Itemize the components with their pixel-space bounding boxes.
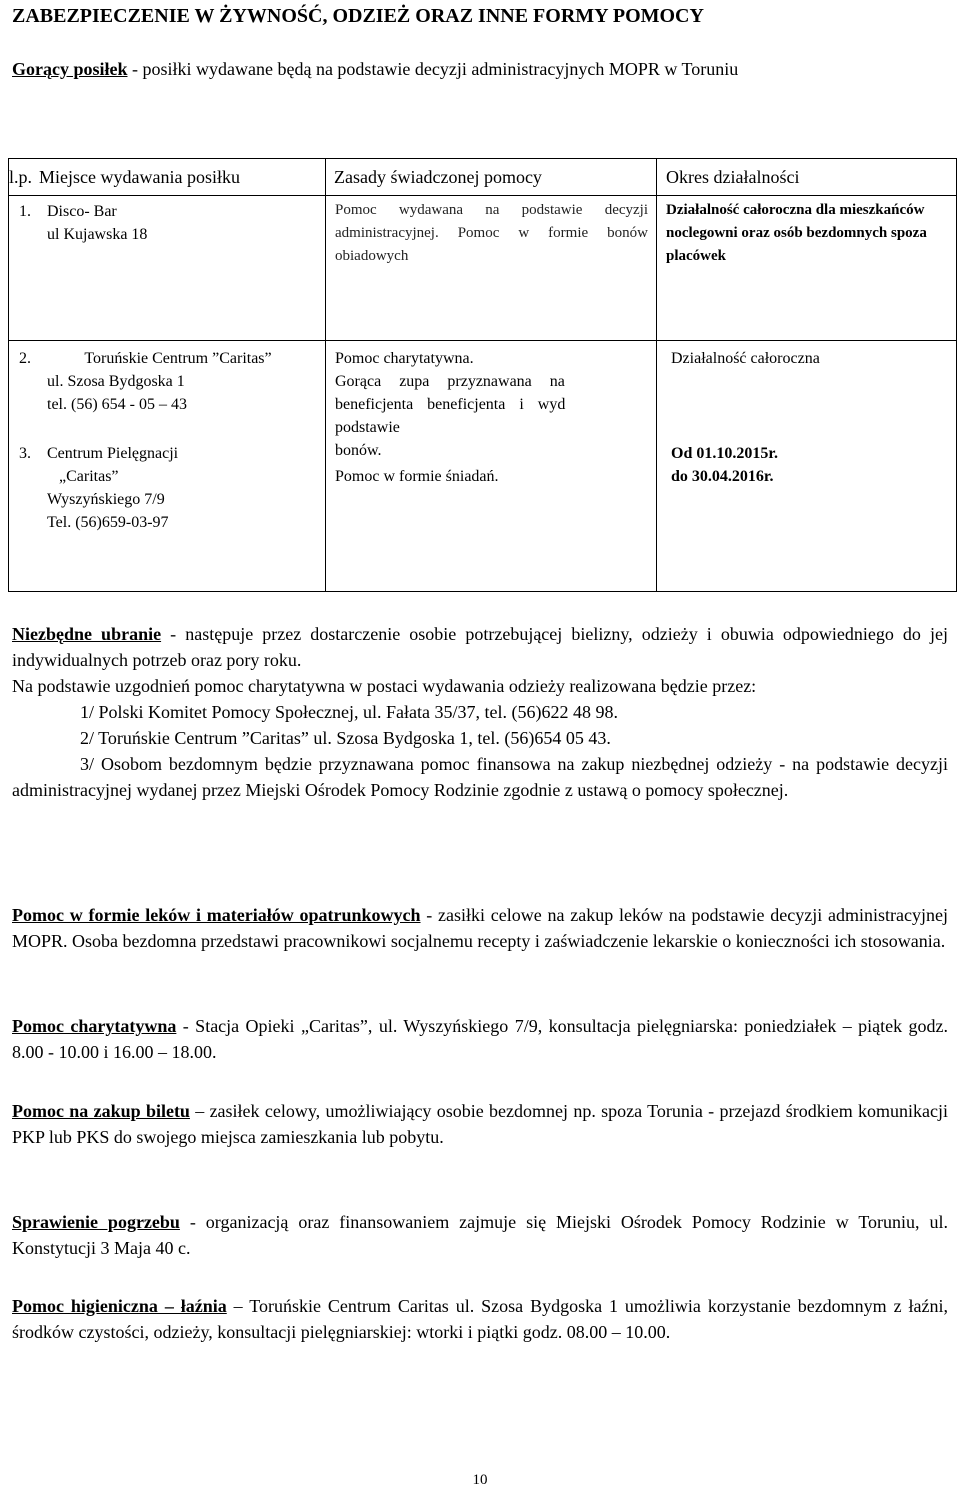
row3-period-to: do 30.04.2016r. [671, 468, 774, 485]
row2-rules-line3: beneficjenta beneficjenta i wyd [335, 396, 566, 413]
meal-table [8, 158, 957, 592]
header-place-cell [9, 159, 326, 196]
row2-rules-line2: Gorąca zupa przyznawana na [335, 373, 565, 390]
row23-rules-cell [326, 341, 657, 592]
funeral-text: - organizacją oraz finansowaniem zajmuje się Miejski Ośrodek Pomocy Rodzinie w Toruniu, ul. Konstytucji 3 Maja 40 c. [12, 1212, 948, 1258]
page-title: ZABEZPIECZENIE W ŻYWNOŚĆ, ODZIEŻ ORAZ INNE FORMY POMOCY [12, 5, 704, 27]
medicines-text: - zasiłki celowe na zakup leków na podstawie decyzji administracyjnej MOPR. Osoba bezdomna przedstawi pracownikowi socjalnemu recepty i zaświadczenie lekarskie o konieczności ich stosowania. [12, 905, 948, 951]
row2-rules-line5: bonów. [335, 442, 382, 459]
charity-text: - Stacja Opieki „Caritas”, ul. Wyszyńskiego 7/9, konsultacja pielęgniarska: poniedziałek – piątek godz. 8.00 - 10.00 i 16.00 – 18.00. [12, 1016, 948, 1062]
header-place: Miejsce wydawania posiłku [39, 166, 240, 187]
header-rules: Zasady świadczonej pomocy [326, 159, 657, 196]
row3-place-address: Wyszyńskiego 7/9 [47, 491, 165, 508]
clothing-item-1: 1/ Polski Komitet Pomocy Społecznej, ul. Fałata 35/37, tel. (56)622 48 98. [80, 702, 618, 722]
row1-num: 1. [19, 203, 31, 220]
intro-text: - posiłki wydawane będą na podstawie decyzji administracyjnych MOPR w Toruniu [127, 59, 739, 79]
clothing-item-3: 3/ Osobom bezdomnym będzie przyznawana pomoc finansowa na zakup niezbędnej odzieży - na podstawie decyzji administracyjnej wydanej przez Miejski Ośrodek Pomocy Rodzinie zgodnie z ustawą o pomocy społecznej. [12, 754, 948, 800]
row2-rules-line1: Pomoc charytatywna. [335, 350, 474, 367]
hygiene-text: – Toruńskie Centrum Caritas ul. Szosa Bydgoska 1 umożliwia korzystanie bezdomnym z łaźni, środków czystości, odzieży, konsultacji pielęgniarskiej: wtorki i piątki godz. 08.00 – 10.00. [12, 1296, 948, 1342]
row1-place-name: Disco- Bar [47, 203, 117, 220]
row3-rules: Pomoc w formie śniadań. [335, 468, 499, 485]
row3-num: 3. [19, 445, 31, 462]
clothing-agreement: Na podstawie uzgodnień pomoc charytatywna w postaci wydawania odzieży realizowana będzie przez: [12, 676, 757, 696]
row3-period-from: Od 01.10.2015r. [671, 445, 778, 462]
row3-place-caritas: „Caritas” [59, 468, 119, 485]
row2-num: 2. [19, 350, 31, 367]
row1-period: Działalność całoroczna dla mieszkańców noclegowni oraz osób bezdomnych spoza placówek [666, 202, 927, 264]
row1-rules-cell [326, 196, 657, 341]
ticket-label: Pomoc na zakup biletu [12, 1101, 190, 1121]
row1-rules: Pomoc wydawana na podstawie decyzji administracyjnej. Pomoc w formie bonów obiadowych [335, 202, 648, 264]
intro-paragraph [12, 56, 948, 82]
hygiene-label: Pomoc higieniczna – łaźnia [12, 1296, 227, 1316]
table-row [9, 341, 957, 592]
row2-period: Działalność całoroczna [671, 350, 820, 367]
funeral-section [12, 1209, 948, 1261]
clothing-text: - następuje przez dostarczenie osobie potrzebującej bielizny, odzieży i obuwia odpowiedniego do jej indywidualnych potrzeb oraz pory roku. [12, 624, 948, 670]
clothing-section [12, 621, 948, 803]
row2-place-name: Toruńskie Centrum ”Caritas” [84, 350, 272, 367]
intro-label: Gorący posiłek [12, 59, 128, 79]
medicines-label: Pomoc w formie leków i materiałów opatrunkowych [12, 905, 421, 925]
row23-place-cell [9, 341, 326, 592]
clothing-item-2: 2/ Toruńskie Centrum ”Caritas” ul. Szosa Bydgoska 1, tel. (56)654 05 43. [80, 728, 611, 748]
page-number: 10 [472, 1472, 488, 1488]
header-lp: l.p. [9, 166, 33, 187]
ticket-section [12, 1098, 948, 1150]
clothing-label: Niezbędne ubranie [12, 624, 162, 644]
row23-period-cell [657, 341, 957, 592]
charity-section [12, 1013, 948, 1065]
row3-place-name: Centrum Pielęgnacji [47, 445, 179, 462]
header-period: Okres działalności [657, 159, 957, 196]
funeral-label: Sprawienie pogrzebu [12, 1212, 180, 1232]
table-header-row [9, 159, 957, 196]
row2-rules-line4: podstawie [335, 419, 400, 436]
hygiene-section [12, 1293, 948, 1345]
row2-place-address: ul. Szosa Bydgoska 1 [47, 373, 185, 390]
row1-place-cell [9, 196, 326, 341]
medicines-section [12, 902, 948, 954]
row2-place-phone: tel. (56) 654 - 05 – 43 [47, 396, 187, 413]
row1-period-cell [657, 196, 957, 341]
row1-place-address: ul Kujawska 18 [47, 226, 148, 243]
table-row [9, 196, 957, 341]
charity-label: Pomoc charytatywna [12, 1016, 177, 1036]
row3-place-phone: Tel. (56)659-03-97 [47, 514, 169, 531]
ticket-text: – zasiłek celowy, umożliwiający osobie bezdomnej np. spoza Torunia - przejazd środkiem komunikacji PKP lub PKS do swojego miejsca zamieszkania lub pobytu. [12, 1101, 948, 1147]
